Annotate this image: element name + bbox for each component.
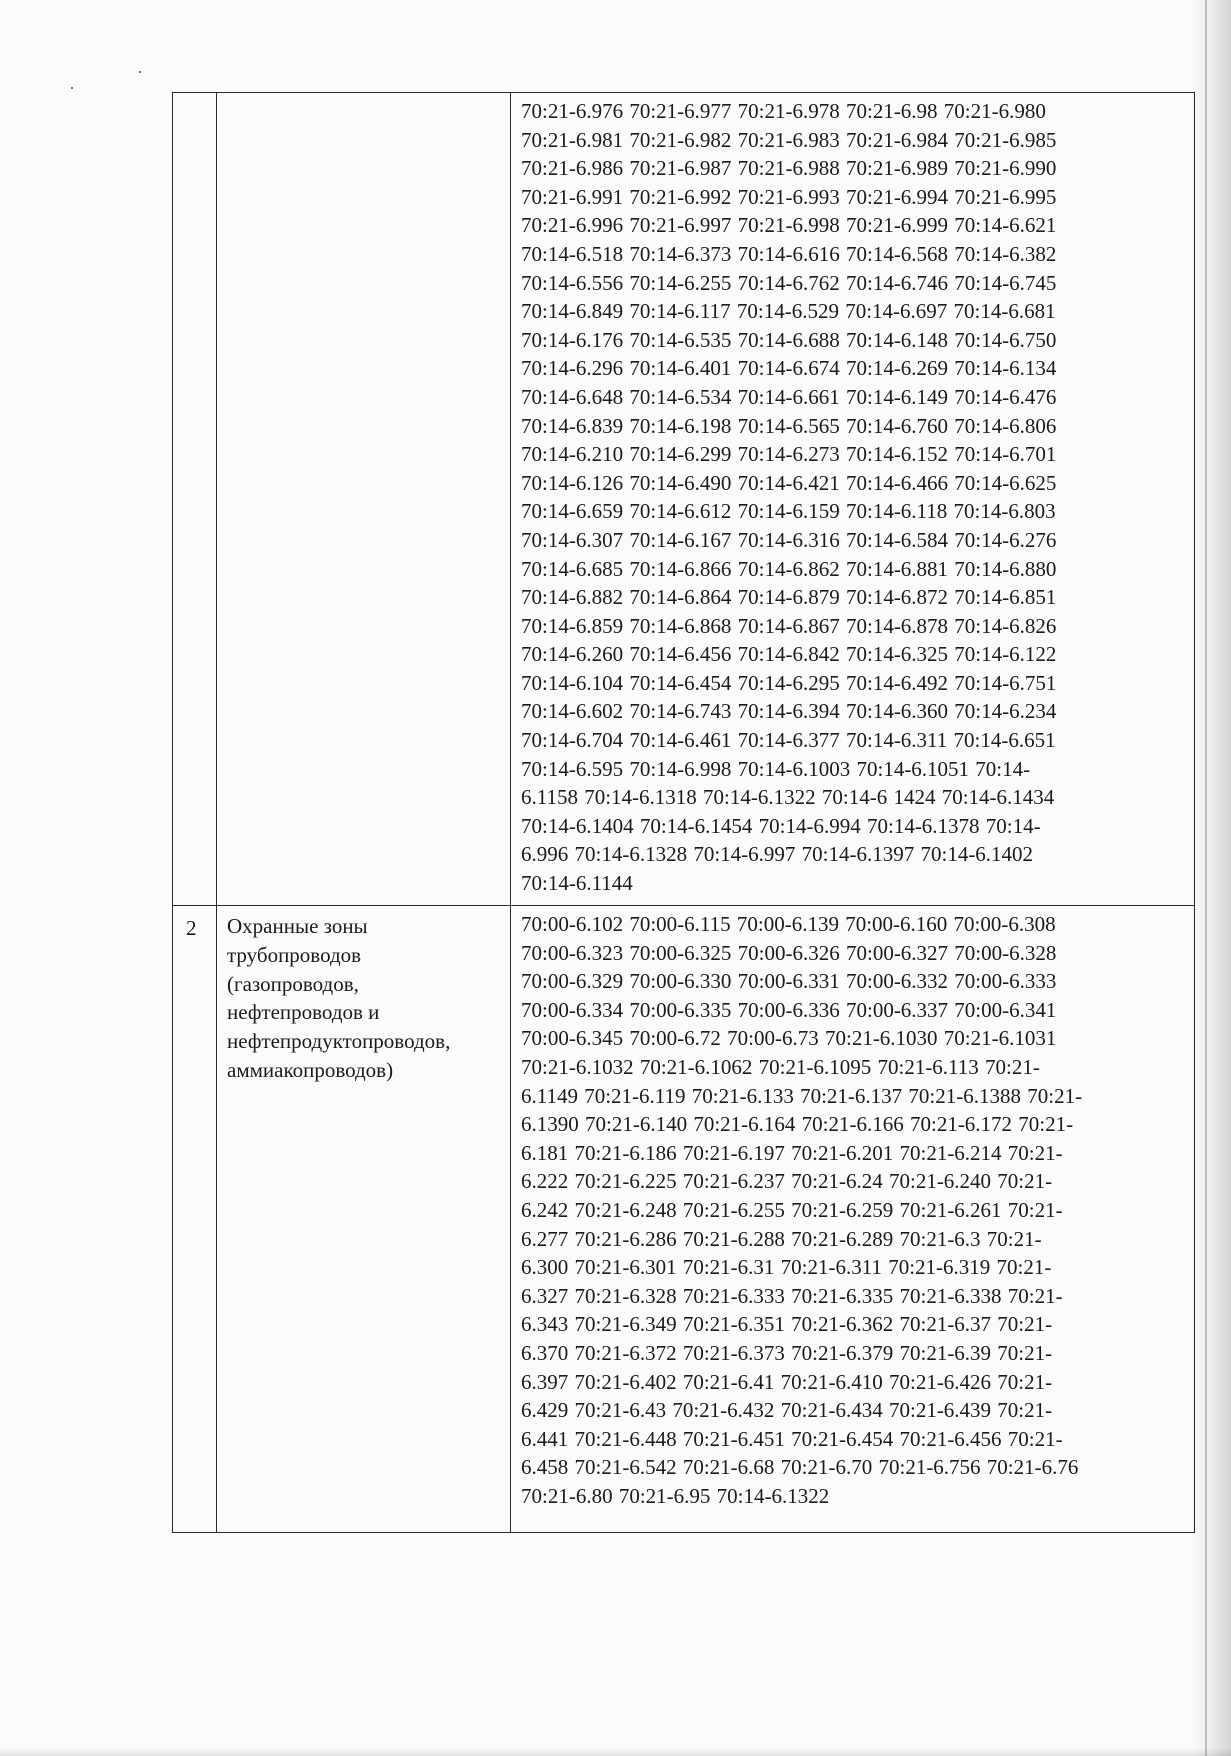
scan-speck: [71, 87, 73, 89]
table-row: [173, 906, 1195, 1533]
row-number: 2: [186, 916, 197, 940]
codes-cell: [511, 906, 1195, 1533]
registry-codes: 70:21-6.976 70:21-6.977 70:21-6.978 70:21-6.98 70:21-6.980 70:21-6.981 70:21-6.982 70:21-6.983 70:21-6.984 70:21-6.985 70:21-6.986 70:21-6.987 70:21-6.988 70:21-6.989 70:21-6.990 70:21-6.991 70:21-6.992 70:21-6.993 70:21-6.994 70:21-6.995 70:21-6.996 70:21-6.997 70:21-6.998 70:21-6.999 70:14-6.621 70:14-6.518 70:14-6.373 70:14-6.616 70:14-6.568 70:14-6.382 70:14-6.556 70:14-6.255 70:14-6.762 70:14-6.746 70:14-6.745 70:14-6.849 70:14-6.117 70:14-6.529 70:14-6.697 70:14-6.681 70:14-6.176 70:14-6.535 70:14-6.688 70:14-6.148 70:14-6.750 70:14-6.296 70:14-6.401 70:14-6.674 70:14-6.269 70:14-6.134 70:14-6.648 70:14-6.534 70:14-6.661 70:14-6.149 70:14-6.476 70:14-6.839 70:14-6.198 70:14-6.565 70:14-6.760 70:14-6.806 70:14-6.210 70:14-6.299 70:14-6.273 70:14-6.152 70:14-6.701 70:14-6.126 70:14-6.490 70:14-6.421 70:14-6.466 70:14-6.625 70:14-6.659 70:14-6.612 70:14-6.159 70:14-6.118 70:14-6.803 70:14-6.307 70:14-6.167 70:14-6.316 70:14-6.584 70:14-6.276 70:14-6.685 70:14-6.866 70:14-6.862 70:14-6.881 70:14-6.880 70:14-6.882 70:14-6.864 70:14-6.879 70:14-6.872 70:14-6.851 70:14-6.859 70:14-6.868 70:14-6.867 70:14-6.878 70:14-6.826 70:14-6.260 70:14-6.456 70:14-6.842 70:14-6.325 70:14-6.122 70:14-6.104 70:14-6.454 70:14-6.295 70:14-6.492 70:14-6.751 70:14-6.602 70:14-6.743 70:14-6.394 70:14-6.360 70:14-6.234 70:14-6.704 70:14-6.461 70:14-6.377 70:14-6.311 70:14-6.651 70:14-6.595 70:14-6.998 70:14-6.1003 70:14-6.1051 70:14- 6.1158 70:14-6.1318 70:14-6.1322 70:14-6 1424 70:14-6.1434 70:14-6.1404 70:14-6.1454 70:14-6.994 70:14-6.1378 70:14- 6.996 70:14-6.1328 70:14-6.997 70:14-6.1397 70:14-6.1402 70:14-6.1144: [521, 99, 1057, 896]
protection-zones-table: [172, 92, 1195, 1533]
row-number-cell: [173, 906, 217, 1533]
registry-codes: 70:00-6.102 70:00-6.115 70:00-6.139 70:00-6.160 70:00-6.308 70:00-6.323 70:00-6.325 70:00-6.326 70:00-6.327 70:00-6.328 70:00-6.329 70:00-6.330 70:00-6.331 70:00-6.332 70:00-6.333 70:00-6.334 70:00-6.335 70:00-6.336 70:00-6.337 70:00-6.341 70:00-6.345 70:00-6.72 70:00-6.73 70:21-6.1030 70:21-6.1031 70:21-6.1032 70:21-6.1062 70:21-6.1095 70:21-6.113 70:21- 6.1149 70:21-6.119 70:21-6.133 70:21-6.137 70:21-6.1388 70:21- 6.1390 70:21-6.140 70:21-6.164 70:21-6.166 70:21-6.172 70:21- 6.181 70:21-6.186 70:21-6.197 70:21-6.201 70:21-6.214 70:21- 6.222 70:21-6.225 70:21-6.237 70:21-6.24 70:21-6.240 70:21- 6.242 70:21-6.248 70:21-6.255 70:21-6.259 70:21-6.261 70:21- 6.277 70:21-6.286 70:21-6.288 70:21-6.289 70:21-6.3 70:21- 6.300 70:21-6.301 70:21-6.31 70:21-6.311 70:21-6.319 70:21- 6.327 70:21-6.328 70:21-6.333 70:21-6.335 70:21-6.338 70:21- 6.343 70:21-6.349 70:21-6.351 70:21-6.362 70:21-6.37 70:21- 6.370 70:21-6.372 70:21-6.373 70:21-6.379 70:21-6.39 70:21- 6.397 70:21-6.402 70:21-6.41 70:21-6.410 70:21-6.426 70:21- 6.429 70:21-6.43 70:21-6.432 70:21-6.434 70:21-6.439 70:21- 6.441 70:21-6.448 70:21-6.451 70:21-6.454 70:21-6.456 70:21- 6.458 70:21-6.542 70:21-6.68 70:21-6.70 70:21-6.756 70:21-6.76 70:21-6.80 70:21-6.95 70:14-6.1322: [521, 912, 1083, 1508]
table-row: [173, 93, 1195, 906]
zone-name-cell: [217, 906, 511, 1533]
row-number: [173, 93, 216, 101]
scan-edge-shadow: [1189, 0, 1231, 1756]
scan-edge-line: [1205, 0, 1207, 1756]
scan-speck: [139, 71, 141, 73]
row-number-cell: [173, 93, 217, 906]
zone-name-cell: [217, 93, 511, 906]
codes-cell: [511, 93, 1195, 906]
zone-name: Охранные зоны трубопроводов (газопроводов, нефтепроводов и нефтепродуктопроводов, аммиакопроводов): [227, 914, 451, 1082]
zone-name: [217, 93, 510, 99]
scan-bottom-shadow: [0, 1748, 1231, 1756]
